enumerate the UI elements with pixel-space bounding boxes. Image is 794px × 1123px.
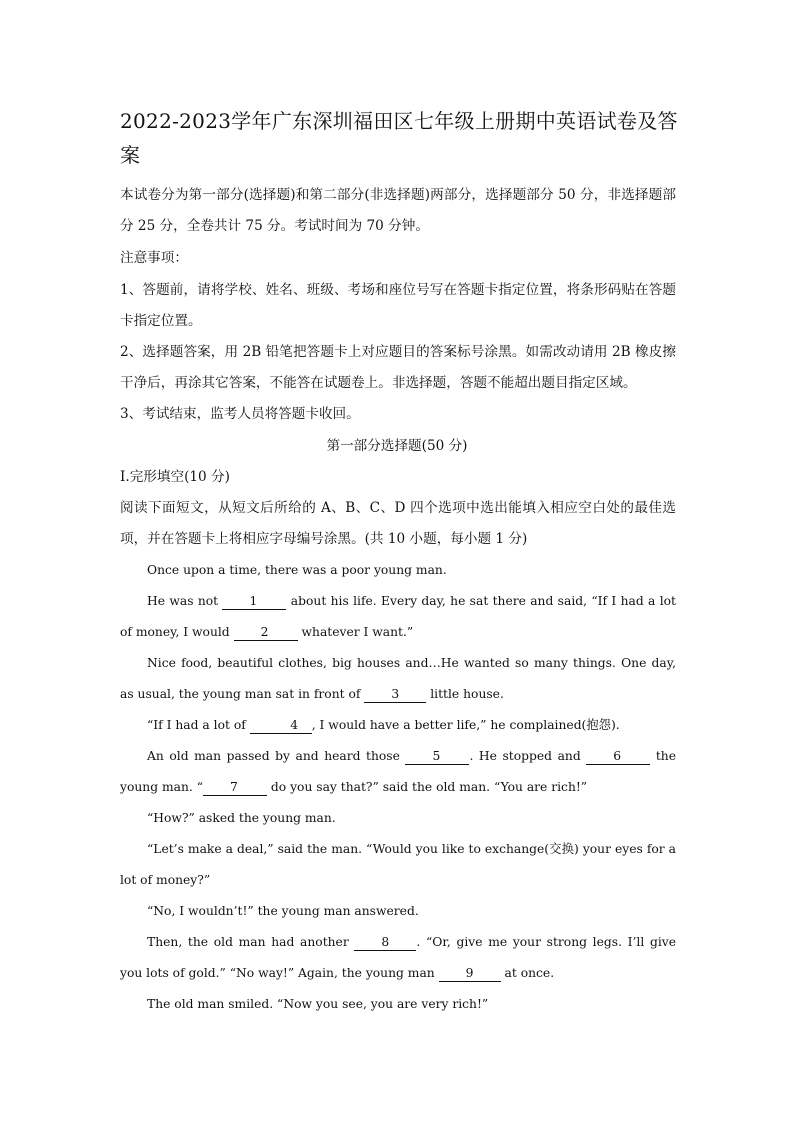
story-text: The old man smiled. “Now you see, you are very rich!” [147, 997, 489, 1011]
part-heading: 第一部分选择题(50 分) [326, 438, 468, 454]
story-text: do you say that?” said the old man. “You are rich!” [267, 780, 588, 794]
note-item: 2、选择题答案，用 2B 铅笔把答题卡上对应题目的答案标号涂黑。如需改动请用 2B 橡皮擦干净后，再涂其它答案，不能答在试题卷上。非选择题，答题不能超出题目指定区域。 [120, 344, 676, 391]
story-text: He was not [147, 594, 223, 608]
story-text: little house. [426, 687, 504, 701]
section-heading: I.完形填空(10 分) [120, 469, 230, 485]
story-text: “How?” asked the young man. [147, 811, 336, 825]
story-text: . “Or, give me your strong legs. I’ll give you lots of gold.” “No way!” Again, the young man [120, 935, 677, 980]
notes-heading: 注意事项： [120, 250, 188, 266]
story-text: Once upon a time, there was a poor young man. [147, 563, 447, 577]
note-item: 3、考试结束，监考人员将答题卡收回。 [120, 406, 360, 422]
story-paragraph [120, 989, 676, 1020]
answer-blank: 9 [439, 966, 501, 982]
story-text: “Let’s make a deal,” said the man. “Would you like to exchange(交换) your eyes for a lot of money?” [120, 842, 676, 887]
story-paragraph [120, 741, 676, 803]
story-paragraph [120, 586, 676, 648]
story-text: “If I had a lot of [147, 718, 250, 732]
story-text: , I would have a better life,” he complained(抱怨). [311, 718, 620, 732]
answer-blank: 2 [234, 625, 298, 641]
story-paragraph [120, 896, 676, 927]
story-paragraph [120, 834, 676, 896]
answer-blank: 1 [222, 594, 286, 610]
answer-blank: 3 [364, 687, 426, 703]
story-paragraph [120, 803, 676, 834]
story-paragraph [120, 648, 676, 710]
story-paragraph [120, 710, 676, 741]
answer-blank: 7 [203, 780, 267, 796]
answer-blank: 6 [586, 749, 650, 765]
story-paragraph [120, 927, 676, 989]
answer-blank: 5 [405, 749, 469, 765]
instructions-paragraph: 阅读下面短文，从短文后所给的 A、B、C、D 四个选项中选出能填入相应空白处的最佳选项，并在答题卡上将相应字母编号涂黑。(共 10 小题，每小题 1 分) [120, 500, 676, 547]
story-text: whatever I want.” [297, 625, 414, 639]
story-text: Then, the old man had another [147, 935, 355, 949]
story-text: at once. [500, 966, 555, 980]
story-text: . He stopped and [469, 749, 587, 763]
note-item: 1、答题前，请将学校、姓名、班级、考场和座位号写在答题卡指定位置，将条形码贴在答题卡指定位置。 [120, 282, 676, 329]
story-paragraph [120, 555, 676, 586]
intro-paragraph: 本试卷分为第一部分(选择题)和第二部分(非选择题)两部分，选择题部分 50 分，非选择题部分 25 分，全卷共计 75 分。考试时间为 70 分钟。 [120, 187, 676, 234]
story-text: “No, I wouldn’t!” the young man answered. [147, 904, 419, 918]
page-title: 2022-2023学年广东深圳福田区七年级上册期中英语试卷及答案 [120, 109, 678, 167]
answer-blank: 4 [250, 718, 312, 734]
story-text: about his life. Every day, he sat there and said, “If I had a lot of money, I would [120, 594, 677, 639]
story-text: the young man. “ [120, 749, 676, 794]
story-text: Nice food, beautiful clothes, big houses and…He wanted so many things. One day, as usual, the young man sat in front of [120, 656, 676, 701]
story-text: An old man passed by and heard those [147, 749, 406, 763]
answer-blank: 8 [354, 935, 416, 951]
